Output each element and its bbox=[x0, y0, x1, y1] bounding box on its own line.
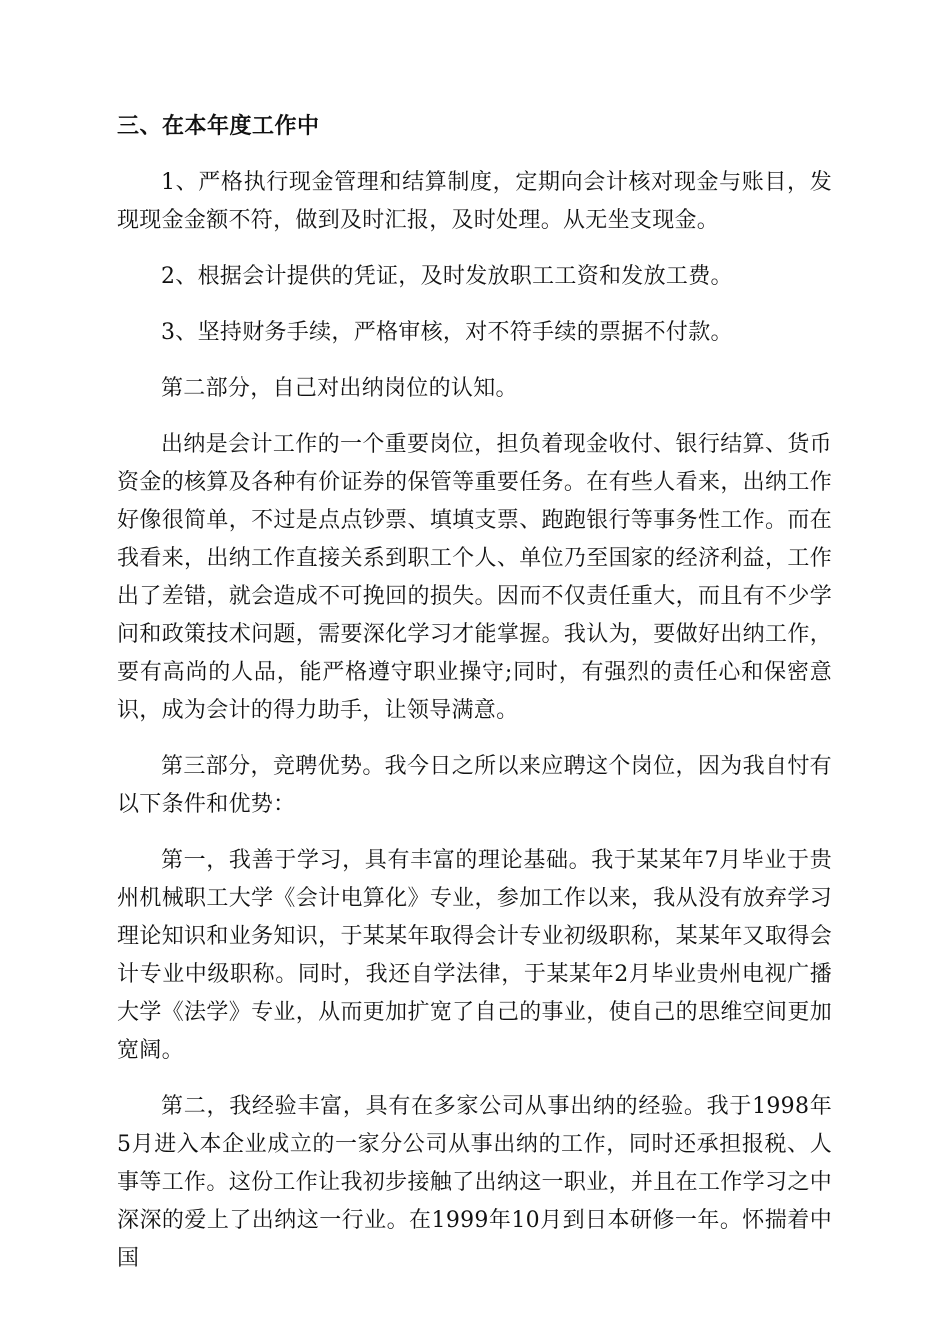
document-body bbox=[117, 108, 832, 1296]
section-heading: 三、在本年度工作中 bbox=[117, 114, 320, 139]
paragraph-item-3: 3、坚持财务手续，严格审核，对不符手续的票据不付款。 bbox=[161, 320, 733, 345]
paragraph-item-1: 1、严格执行现金管理和结算制度，定期向会计核对现金与账目，发现现金金额不符，做到及时汇报，及时处理。从无坐支现金。 bbox=[117, 170, 832, 233]
cashier-role-paragraph: 出纳是会计工作的一个重要岗位，担负着现金收付、银行结算、货币资金的核算及各种有价证券的保管等重要任务。在有些人看来，出纳工作好像很简单，不过是点点钞票、填填支票、跑跑银行等事务性工作。而在我看来，出纳工作直接关系到职工个人、单位乃至国家的经济利益，工作出了差错，就会造成不可挽回的损失。因而不仅责任重大，而且有不少学问和政策技术问题，需要深化学习才能掌握。我认为，要做好出纳工作，要有高尚的人品，能严格遵守职业操守;同时，有强烈的责任心和保密意识，成为会计的得力助手，让领导满意。 bbox=[117, 432, 832, 723]
paragraph-item-2: 2、根据会计提供的凭证，及时发放职工工资和发放工费。 bbox=[161, 264, 733, 289]
part-two-heading: 第二部分，自己对出纳岗位的认知。 bbox=[161, 376, 518, 401]
advantage-two-paragraph: 第二，我经验丰富，具有在多家公司从事出纳的经验。我于1998年5月进入本企业成立的一家分公司从事出纳的工作，同时还承担报税、人事等工作。这份工作让我初步接触了出纳这一职业，并且在工作学习之中深深的爱上了出纳这一行业。在1999年10月到日本研修一年。怀揣着中国 bbox=[117, 1094, 832, 1271]
advantage-one-paragraph: 第一，我善于学习，具有丰富的理论基础。我于某某年7月毕业于贵州机械职工大学《会计电算化》专业，参加工作以来，我从没有放弃学习理论知识和业务知识，于某某年取得会计专业初级职称，某某年又取得会计专业中级职称。同时，我还自学法律，于某某年2月毕业贵州电视广播大学《法学》专业，从而更加扩宽了自己的事业，使自己的思维空间更加宽阔。 bbox=[117, 848, 832, 1063]
part-three-heading: 第三部分，竞聘优势。我今日之所以来应聘这个岗位，因为我自忖有以下条件和优势： bbox=[117, 754, 832, 817]
